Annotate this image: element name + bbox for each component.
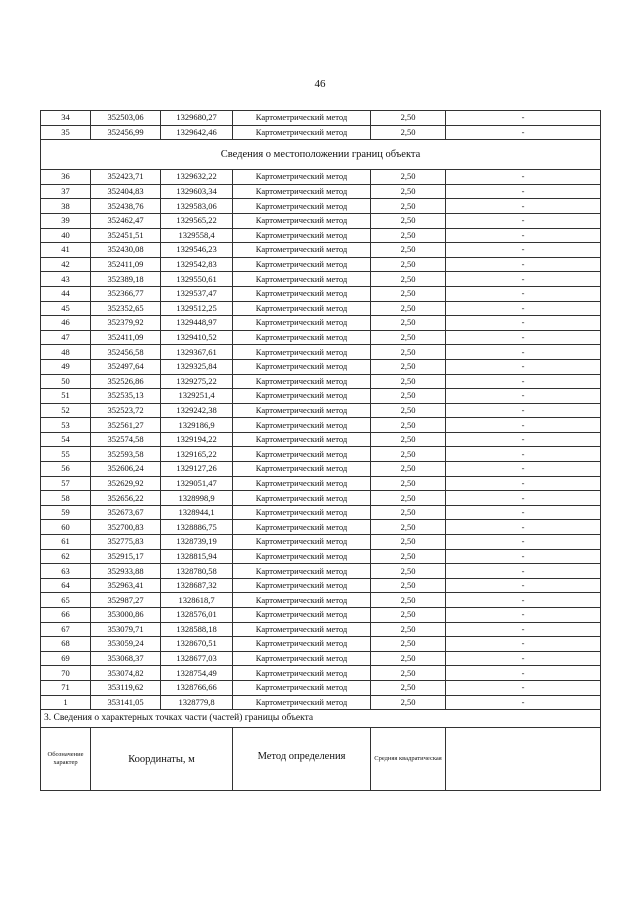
coord-x: 352673,67 bbox=[91, 505, 161, 520]
coord-y: 1329410,52 bbox=[161, 330, 233, 345]
note: - bbox=[446, 462, 601, 477]
coord-x: 352933,88 bbox=[91, 564, 161, 579]
point-id: 46 bbox=[41, 316, 91, 331]
note: - bbox=[446, 345, 601, 360]
method: Картометрический метод bbox=[233, 125, 371, 140]
table-row bbox=[41, 374, 601, 389]
coord-x: 352523,72 bbox=[91, 403, 161, 418]
point-id: 58 bbox=[41, 491, 91, 506]
accuracy: 2,50 bbox=[371, 301, 446, 316]
coord-y: 1328739,19 bbox=[161, 535, 233, 550]
coord-y: 1328670,51 bbox=[161, 637, 233, 652]
point-id: 64 bbox=[41, 578, 91, 593]
table-row bbox=[41, 286, 601, 301]
coord-x: 352593,58 bbox=[91, 447, 161, 462]
method: Картометрический метод bbox=[233, 520, 371, 535]
point-id: 54 bbox=[41, 432, 91, 447]
table-row bbox=[41, 462, 601, 477]
point-id: 65 bbox=[41, 593, 91, 608]
point-id: 53 bbox=[41, 418, 91, 433]
accuracy: 2,50 bbox=[371, 695, 446, 710]
accuracy: 2,50 bbox=[371, 637, 446, 652]
note: - bbox=[446, 257, 601, 272]
method: Картометрический метод bbox=[233, 637, 371, 652]
method: Картометрический метод bbox=[233, 578, 371, 593]
method: Картометрический метод bbox=[233, 593, 371, 608]
point-id: 50 bbox=[41, 374, 91, 389]
table-row bbox=[41, 301, 601, 316]
accuracy: 2,50 bbox=[371, 476, 446, 491]
coord-x: 352438,76 bbox=[91, 199, 161, 214]
coord-y: 1329558,4 bbox=[161, 228, 233, 243]
table-row bbox=[41, 593, 601, 608]
accuracy: 2,50 bbox=[371, 125, 446, 140]
coord-x: 353119,62 bbox=[91, 680, 161, 695]
coord-y: 1329448,97 bbox=[161, 316, 233, 331]
table-row bbox=[41, 125, 601, 140]
coord-x: 352462,47 bbox=[91, 213, 161, 228]
accuracy: 2,50 bbox=[371, 520, 446, 535]
note: - bbox=[446, 593, 601, 608]
method: Картометрический метод bbox=[233, 432, 371, 447]
method: Картометрический метод bbox=[233, 389, 371, 404]
table-row bbox=[41, 578, 601, 593]
coord-y: 1328618,7 bbox=[161, 593, 233, 608]
point-id: 38 bbox=[41, 199, 91, 214]
table-row bbox=[41, 403, 601, 418]
accuracy: 2,50 bbox=[371, 535, 446, 550]
method: Картометрический метод bbox=[233, 184, 371, 199]
coord-y: 1328998,9 bbox=[161, 491, 233, 506]
coord-y: 1328886,75 bbox=[161, 520, 233, 535]
note: - bbox=[446, 228, 601, 243]
accuracy: 2,50 bbox=[371, 578, 446, 593]
note: - bbox=[446, 170, 601, 185]
table-row bbox=[41, 213, 601, 228]
coord-x: 353059,24 bbox=[91, 637, 161, 652]
table-row bbox=[41, 418, 601, 433]
coord-x: 352535,13 bbox=[91, 389, 161, 404]
coord-y: 1329275,22 bbox=[161, 374, 233, 389]
accuracy: 2,50 bbox=[371, 228, 446, 243]
note: - bbox=[446, 359, 601, 374]
accuracy: 2,50 bbox=[371, 316, 446, 331]
accuracy: 2,50 bbox=[371, 432, 446, 447]
note: - bbox=[446, 111, 601, 126]
method: Картометрический метод bbox=[233, 345, 371, 360]
coord-x: 352963,41 bbox=[91, 578, 161, 593]
note: - bbox=[446, 125, 601, 140]
coord-y: 1328766,66 bbox=[161, 680, 233, 695]
page-number: 46 bbox=[314, 78, 326, 90]
note: - bbox=[446, 418, 601, 433]
point-id: 34 bbox=[41, 111, 91, 126]
coord-y: 1329512,25 bbox=[161, 301, 233, 316]
method: Картометрический метод bbox=[233, 608, 371, 623]
method: Картометрический метод bbox=[233, 213, 371, 228]
coord-x: 352987,27 bbox=[91, 593, 161, 608]
coord-y: 1329546,23 bbox=[161, 243, 233, 258]
accuracy: 2,50 bbox=[371, 286, 446, 301]
note: - bbox=[446, 213, 601, 228]
coord-y: 1329194,22 bbox=[161, 432, 233, 447]
note: - bbox=[446, 505, 601, 520]
accuracy: 2,50 bbox=[371, 680, 446, 695]
coord-x: 352700,83 bbox=[91, 520, 161, 535]
accuracy: 2,50 bbox=[371, 462, 446, 477]
note: - bbox=[446, 199, 601, 214]
method: Картометрический метод bbox=[233, 462, 371, 477]
point-id: 40 bbox=[41, 228, 91, 243]
accuracy: 2,50 bbox=[371, 549, 446, 564]
coord-y: 1329325,84 bbox=[161, 359, 233, 374]
header-coordinates: Координаты, м bbox=[91, 728, 233, 791]
point-id: 62 bbox=[41, 549, 91, 564]
point-id: 45 bbox=[41, 301, 91, 316]
point-id: 71 bbox=[41, 680, 91, 695]
note: - bbox=[446, 564, 601, 579]
table-row bbox=[41, 359, 601, 374]
coord-x: 353068,37 bbox=[91, 651, 161, 666]
coord-x: 352574,58 bbox=[91, 432, 161, 447]
coord-y: 1329550,61 bbox=[161, 272, 233, 287]
coord-y: 1329680,27 bbox=[161, 111, 233, 126]
section3-row bbox=[41, 710, 601, 728]
method: Картометрический метод bbox=[233, 374, 371, 389]
coord-y: 1329542,83 bbox=[161, 257, 233, 272]
coord-y: 1328944,1 bbox=[161, 505, 233, 520]
table-row bbox=[41, 505, 601, 520]
coord-y: 1329127,26 bbox=[161, 462, 233, 477]
method: Картометрический метод bbox=[233, 243, 371, 258]
note: - bbox=[446, 535, 601, 550]
accuracy: 2,50 bbox=[371, 666, 446, 681]
point-id: 63 bbox=[41, 564, 91, 579]
header-empty bbox=[446, 728, 601, 791]
coord-x: 352775,83 bbox=[91, 535, 161, 550]
table-row bbox=[41, 184, 601, 199]
method: Картометрический метод bbox=[233, 680, 371, 695]
method: Картометрический метод bbox=[233, 330, 371, 345]
table-row bbox=[41, 520, 601, 535]
method: Картометрический метод bbox=[233, 491, 371, 506]
accuracy: 2,50 bbox=[371, 111, 446, 126]
note: - bbox=[446, 622, 601, 637]
coord-y: 1329537,47 bbox=[161, 286, 233, 301]
accuracy: 2,50 bbox=[371, 564, 446, 579]
table-row bbox=[41, 564, 601, 579]
point-id: 66 bbox=[41, 608, 91, 623]
accuracy: 2,50 bbox=[371, 651, 446, 666]
note: - bbox=[446, 666, 601, 681]
point-id: 69 bbox=[41, 651, 91, 666]
coord-x: 352352,65 bbox=[91, 301, 161, 316]
point-id: 59 bbox=[41, 505, 91, 520]
method: Картометрический метод bbox=[233, 476, 371, 491]
table-row bbox=[41, 491, 601, 506]
note: - bbox=[446, 680, 601, 695]
note: - bbox=[446, 184, 601, 199]
method: Картометрический метод bbox=[233, 199, 371, 214]
point-id: 35 bbox=[41, 125, 91, 140]
method: Картометрический метод bbox=[233, 564, 371, 579]
method: Картометрический метод bbox=[233, 666, 371, 681]
coord-y: 1329051,47 bbox=[161, 476, 233, 491]
coord-x: 352423,71 bbox=[91, 170, 161, 185]
note: - bbox=[446, 330, 601, 345]
point-id: 36 bbox=[41, 170, 91, 185]
coord-y: 1329583,06 bbox=[161, 199, 233, 214]
accuracy: 2,50 bbox=[371, 213, 446, 228]
note: - bbox=[446, 403, 601, 418]
coord-x: 353000,86 bbox=[91, 608, 161, 623]
coord-x: 352497,64 bbox=[91, 359, 161, 374]
coord-y: 1328754,49 bbox=[161, 666, 233, 681]
point-id: 39 bbox=[41, 213, 91, 228]
note: - bbox=[446, 316, 601, 331]
coord-y: 1328576,01 bbox=[161, 608, 233, 623]
section-title: Сведения о местоположении границ объекта bbox=[41, 140, 601, 170]
note: - bbox=[446, 243, 601, 258]
method: Картометрический метод bbox=[233, 111, 371, 126]
coord-y: 1328780,58 bbox=[161, 564, 233, 579]
table-row bbox=[41, 199, 601, 214]
accuracy: 2,50 bbox=[371, 243, 446, 258]
note: - bbox=[446, 637, 601, 652]
coord-y: 1329603,34 bbox=[161, 184, 233, 199]
method: Картометрический метод bbox=[233, 359, 371, 374]
note: - bbox=[446, 651, 601, 666]
section3-title: 3. Сведения о характерных точках части (частей) границы объекта bbox=[41, 710, 601, 728]
note: - bbox=[446, 578, 601, 593]
note: - bbox=[446, 608, 601, 623]
method: Картометрический метод bbox=[233, 549, 371, 564]
note: - bbox=[446, 272, 601, 287]
point-id: 47 bbox=[41, 330, 91, 345]
method: Картометрический метод bbox=[233, 403, 371, 418]
table-row bbox=[41, 389, 601, 404]
method: Картометрический метод bbox=[233, 505, 371, 520]
coord-x: 353079,71 bbox=[91, 622, 161, 637]
accuracy: 2,50 bbox=[371, 184, 446, 199]
accuracy: 2,50 bbox=[371, 389, 446, 404]
coord-y: 1328815,94 bbox=[161, 549, 233, 564]
point-id: 42 bbox=[41, 257, 91, 272]
coord-x: 352526,86 bbox=[91, 374, 161, 389]
method: Картометрический метод bbox=[233, 228, 371, 243]
coord-x: 352656,22 bbox=[91, 491, 161, 506]
table-row bbox=[41, 111, 601, 126]
table-row bbox=[41, 535, 601, 550]
coord-y: 1329251,4 bbox=[161, 389, 233, 404]
table-row bbox=[41, 651, 601, 666]
coordinates-table bbox=[40, 110, 601, 791]
table-row bbox=[41, 447, 601, 462]
table-row bbox=[41, 608, 601, 623]
method: Картометрический метод bbox=[233, 651, 371, 666]
method: Картометрический метод bbox=[233, 622, 371, 637]
note: - bbox=[446, 695, 601, 710]
note: - bbox=[446, 520, 601, 535]
method: Картометрический метод bbox=[233, 301, 371, 316]
coord-x: 352404,83 bbox=[91, 184, 161, 199]
note: - bbox=[446, 301, 601, 316]
coord-y: 1329367,61 bbox=[161, 345, 233, 360]
accuracy: 2,50 bbox=[371, 608, 446, 623]
method: Картометрический метод bbox=[233, 272, 371, 287]
table-row bbox=[41, 316, 601, 331]
note: - bbox=[446, 447, 601, 462]
method: Картометрический метод bbox=[233, 447, 371, 462]
method: Картометрический метод bbox=[233, 695, 371, 710]
coord-y: 1329565,22 bbox=[161, 213, 233, 228]
point-id: 60 bbox=[41, 520, 91, 535]
accuracy: 2,50 bbox=[371, 505, 446, 520]
method: Картометрический метод bbox=[233, 316, 371, 331]
coord-x: 352561,27 bbox=[91, 418, 161, 433]
coord-y: 1328687,32 bbox=[161, 578, 233, 593]
note: - bbox=[446, 374, 601, 389]
accuracy: 2,50 bbox=[371, 447, 446, 462]
coord-x: 353141,05 bbox=[91, 695, 161, 710]
point-id: 44 bbox=[41, 286, 91, 301]
accuracy: 2,50 bbox=[371, 170, 446, 185]
header-mean-square: Средняя квадратическая bbox=[371, 728, 446, 791]
method: Картометрический метод bbox=[233, 535, 371, 550]
accuracy: 2,50 bbox=[371, 359, 446, 374]
accuracy: 2,50 bbox=[371, 257, 446, 272]
table-row bbox=[41, 549, 601, 564]
header-method: Метод определения bbox=[233, 728, 371, 791]
coord-y: 1329186,9 bbox=[161, 418, 233, 433]
coord-x: 352915,17 bbox=[91, 549, 161, 564]
point-id: 43 bbox=[41, 272, 91, 287]
point-id: 48 bbox=[41, 345, 91, 360]
accuracy: 2,50 bbox=[371, 272, 446, 287]
point-id: 51 bbox=[41, 389, 91, 404]
method: Картометрический метод bbox=[233, 170, 371, 185]
note: - bbox=[446, 432, 601, 447]
table-row bbox=[41, 330, 601, 345]
coord-y: 1329632,22 bbox=[161, 170, 233, 185]
table-row bbox=[41, 272, 601, 287]
table-row bbox=[41, 345, 601, 360]
coord-x: 352629,92 bbox=[91, 476, 161, 491]
table-row bbox=[41, 622, 601, 637]
point-id: 56 bbox=[41, 462, 91, 477]
section-row bbox=[41, 140, 601, 170]
point-id: 37 bbox=[41, 184, 91, 199]
coord-y: 1329642,46 bbox=[161, 125, 233, 140]
accuracy: 2,50 bbox=[371, 199, 446, 214]
coord-x: 352606,24 bbox=[91, 462, 161, 477]
point-id: 1 bbox=[41, 695, 91, 710]
coord-x: 353074,82 bbox=[91, 666, 161, 681]
coord-x: 352389,18 bbox=[91, 272, 161, 287]
table-row bbox=[41, 695, 601, 710]
point-id: 55 bbox=[41, 447, 91, 462]
coord-x: 352451,51 bbox=[91, 228, 161, 243]
accuracy: 2,50 bbox=[371, 403, 446, 418]
method: Картометрический метод bbox=[233, 257, 371, 272]
point-id: 68 bbox=[41, 637, 91, 652]
note: - bbox=[446, 491, 601, 506]
point-id: 41 bbox=[41, 243, 91, 258]
accuracy: 2,50 bbox=[371, 374, 446, 389]
point-id: 49 bbox=[41, 359, 91, 374]
coord-y: 1329242,38 bbox=[161, 403, 233, 418]
note: - bbox=[446, 389, 601, 404]
table-row bbox=[41, 170, 601, 185]
coord-x: 352411,09 bbox=[91, 330, 161, 345]
table-row bbox=[41, 228, 601, 243]
point-id: 52 bbox=[41, 403, 91, 418]
table-row bbox=[41, 680, 601, 695]
note: - bbox=[446, 476, 601, 491]
point-id: 57 bbox=[41, 476, 91, 491]
coord-x: 352456,58 bbox=[91, 345, 161, 360]
note: - bbox=[446, 549, 601, 564]
table-row bbox=[41, 637, 601, 652]
method: Картометрический метод bbox=[233, 286, 371, 301]
accuracy: 2,50 bbox=[371, 622, 446, 637]
point-id: 61 bbox=[41, 535, 91, 550]
coord-x: 352456,99 bbox=[91, 125, 161, 140]
point-id: 67 bbox=[41, 622, 91, 637]
accuracy: 2,50 bbox=[371, 345, 446, 360]
coord-x: 352430,08 bbox=[91, 243, 161, 258]
coord-x: 352411,09 bbox=[91, 257, 161, 272]
accuracy: 2,50 bbox=[371, 330, 446, 345]
coord-y: 1328588,18 bbox=[161, 622, 233, 637]
coord-x: 352366,77 bbox=[91, 286, 161, 301]
table-row bbox=[41, 476, 601, 491]
method: Картометрический метод bbox=[233, 418, 371, 433]
accuracy: 2,50 bbox=[371, 593, 446, 608]
coord-y: 1328677,03 bbox=[161, 651, 233, 666]
header-row bbox=[41, 728, 601, 791]
accuracy: 2,50 bbox=[371, 418, 446, 433]
table-row bbox=[41, 257, 601, 272]
table-row bbox=[41, 243, 601, 258]
header-designation: Обозначение характер bbox=[41, 728, 91, 791]
coord-y: 1329165,22 bbox=[161, 447, 233, 462]
table-row bbox=[41, 666, 601, 681]
point-id: 70 bbox=[41, 666, 91, 681]
coord-x: 352379,92 bbox=[91, 316, 161, 331]
coord-x: 352503,06 bbox=[91, 111, 161, 126]
accuracy: 2,50 bbox=[371, 491, 446, 506]
coord-y: 1328779,8 bbox=[161, 695, 233, 710]
table-row bbox=[41, 432, 601, 447]
note: - bbox=[446, 286, 601, 301]
